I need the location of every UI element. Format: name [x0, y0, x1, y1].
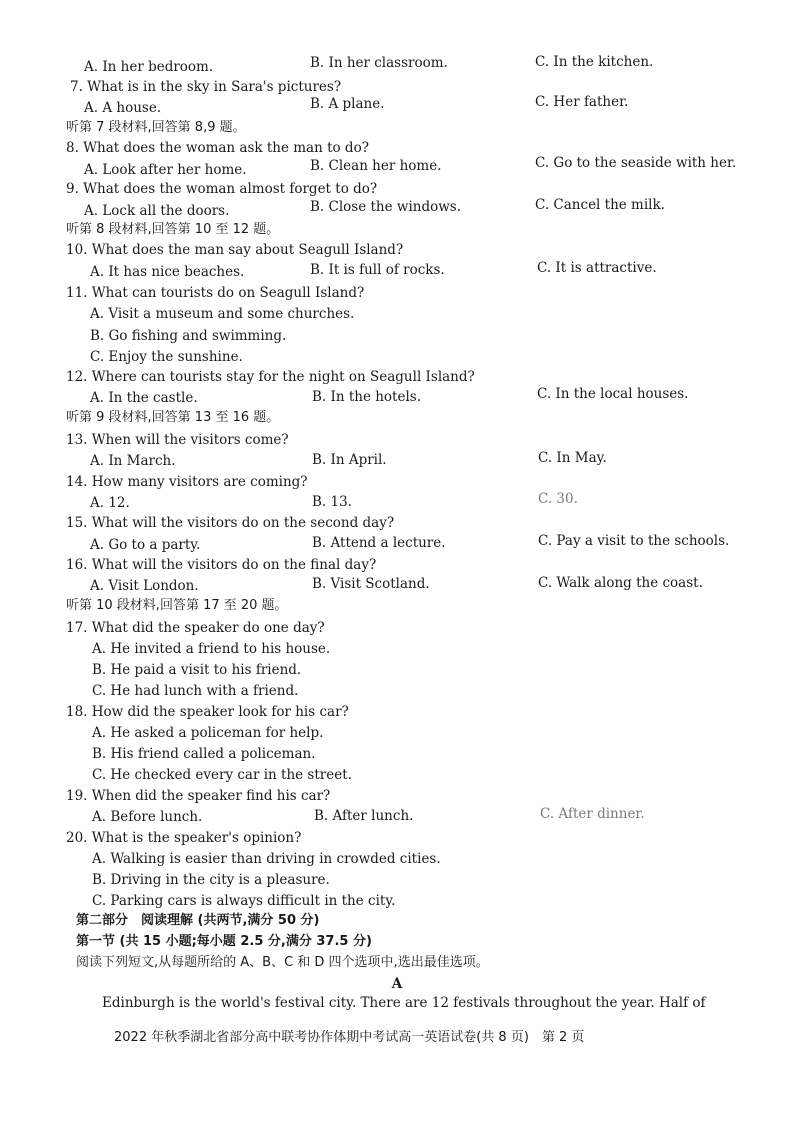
q20-option-c: C. Parking cars is always difficult in the city. [92, 893, 396, 909]
q18-question: 18. How did the speaker look for his car? [66, 704, 349, 720]
instruction-s10: 听第 10 段材料,回答第 17 至 20 题。 [66, 598, 288, 613]
q8-option-c: C. Go to the seaside with her. [535, 155, 737, 171]
q19-option-b: B. After lunch. [314, 808, 414, 824]
q16-option-a: A. Visit London. [90, 578, 199, 594]
q20-question: 20. What is the speaker's opinion? [66, 830, 302, 846]
q7-option-a: A. A house. [84, 100, 162, 116]
q9-question: 9. What does the woman almost forget to do? [66, 181, 378, 197]
q15-option-b: B. Attend a lecture. [312, 535, 446, 551]
q12-question: 12. Where can tourists stay for the night on Seagull Island? [66, 369, 475, 385]
q10-option-b: B. It is full of rocks. [310, 262, 445, 278]
q11-option-b: B. Go fishing and swimming. [90, 328, 287, 344]
q9-option-a: A. Lock all the doors. [84, 203, 230, 219]
q12-option-a: A. In the castle. [90, 390, 198, 406]
q18-option-b: B. His friend called a policeman. [92, 746, 316, 762]
q17-question: 17. What did the speaker do one day? [66, 620, 325, 636]
q7-option-b: B. A plane. [310, 96, 385, 112]
q15-question: 15. What will the visitors do on the second day? [66, 515, 395, 531]
q18-option-a: A. He asked a policeman for help. [92, 725, 324, 741]
q10-option-c: C. It is attractive. [537, 260, 657, 276]
q16-option-c: C. Walk along the coast. [538, 575, 703, 591]
q6-option-b: B. In her classroom. [310, 55, 448, 71]
instruction-s9: 听第 9 段材料,回答第 13 至 16 题。 [66, 410, 280, 425]
q12-option-c: C. In the local houses. [537, 386, 689, 402]
q11-option-a: A. Visit a museum and some churches. [90, 306, 355, 322]
q20-option-a: A. Walking is easier than driving in crowded cities. [92, 851, 441, 867]
q14-question: 14. How many visitors are coming? [66, 474, 308, 490]
q14-option-a: A. 12. [90, 495, 130, 511]
q13-question: 13. When will the visitors come? [66, 432, 289, 448]
q15-option-c: C. Pay a visit to the schools. [538, 533, 730, 549]
part2-section1: 第一节 (共 15 小题;每小题 2.5 分,满分 37.5 分) [76, 934, 372, 949]
q19-question: 19. When did the speaker find his car? [66, 788, 331, 804]
passage-first-line: Edinburgh is the world's festival city. There are 12 festivals throughout the year. Half of [102, 995, 706, 1011]
q13-option-a: A. In March. [90, 453, 176, 469]
q9-option-b: B. Close the windows. [310, 199, 461, 215]
q13-option-c: C. In May. [538, 450, 607, 466]
q19-option-a: A. Before lunch. [92, 809, 203, 825]
q11-question: 11. What can tourists do on Seagull Island? [66, 285, 365, 301]
part2-heading: 第二部分 阅读理解 (共两节,满分 50 分) [76, 913, 320, 928]
q9-option-c: C. Cancel the milk. [535, 197, 665, 213]
q6-option-c: C. In the kitchen. [535, 54, 654, 70]
q12-option-b: B. In the hotels. [312, 389, 421, 405]
q14-option-b: B. 13. [312, 494, 352, 510]
q19-option-c: C. After dinner. [540, 806, 645, 822]
q17-option-a: A. He invited a friend to his house. [92, 641, 331, 657]
q8-option-a: A. Look after her home. [84, 162, 247, 178]
q17-option-c: C. He had lunch with a friend. [92, 683, 299, 699]
q16-question: 16. What will the visitors do on the final day? [66, 557, 377, 573]
q8-option-b: B. Clean her home. [310, 158, 442, 174]
page-footer: 2022 年秋季湖北省部分高中联考协作体期中考试高一英语试卷(共 8 页) 第 2 页 [114, 1030, 585, 1045]
q8-question: 8. What does the woman ask the man to do? [66, 140, 369, 156]
q16-option-b: B. Visit Scotland. [312, 576, 430, 592]
q7-question: 7. What is in the sky in Sara's pictures? [70, 79, 342, 95]
q17-option-b: B. He paid a visit to his friend. [92, 662, 302, 678]
instruction-s7: 听第 7 段材料,回答第 8,9 题。 [66, 120, 246, 135]
q20-option-b: B. Driving in the city is a pleasure. [92, 872, 330, 888]
part2-direction: 阅读下列短文,从每题所给的 A、B、C 和 D 四个选项中,选出最佳选项。 [76, 955, 489, 970]
q13-option-b: B. In April. [312, 452, 387, 468]
q14-option-c: C. 30. [538, 491, 578, 507]
q7-option-c: C. Her father. [535, 94, 629, 110]
passage-label: A [391, 976, 403, 992]
q10-option-a: A. It has nice beaches. [90, 264, 245, 280]
q11-option-c: C. Enjoy the sunshine. [90, 349, 243, 365]
q15-option-a: A. Go to a party. [90, 537, 201, 553]
q10-question: 10. What does the man say about Seagull Island? [66, 242, 404, 258]
instruction-s8: 听第 8 段材料,回答第 10 至 12 题。 [66, 222, 280, 237]
q6-option-a: A. In her bedroom. [84, 59, 214, 75]
q18-option-c: C. He checked every car in the street. [92, 767, 352, 783]
